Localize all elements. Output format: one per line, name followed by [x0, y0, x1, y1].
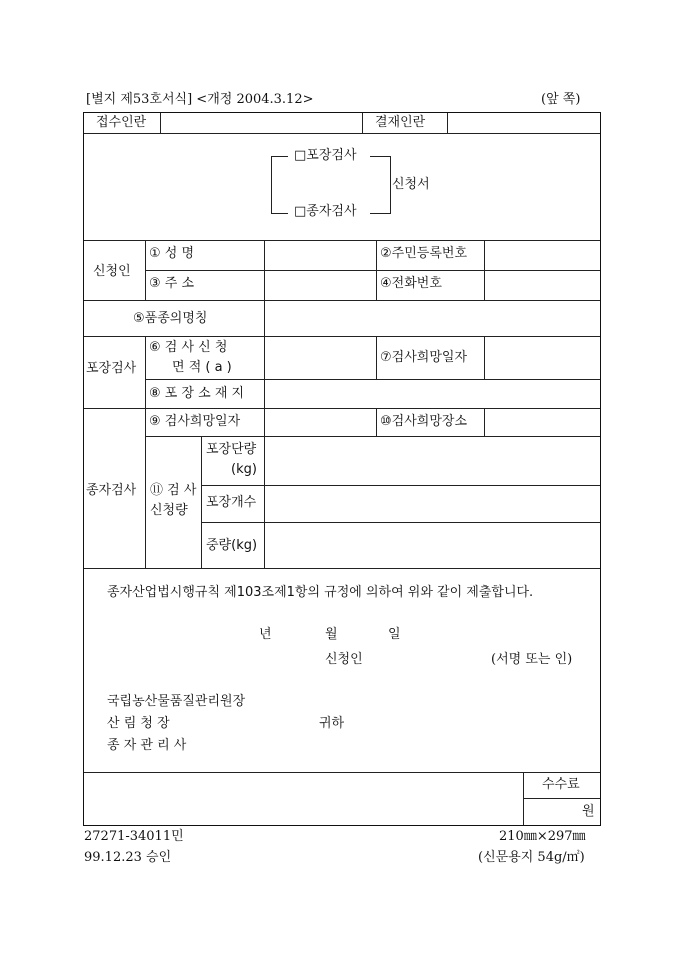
- approval-stamp-label: 결재인란: [375, 115, 426, 130]
- date-day-label: 일: [388, 627, 401, 642]
- form-identifier: [별지 제53호서식] <개정 2004.3.12>: [86, 92, 314, 107]
- date-year-label: 년: [259, 627, 272, 642]
- fee-label: 수수료: [542, 777, 580, 792]
- fee-unit: 원: [582, 804, 595, 819]
- declaration-statement: 종자산업법시행규칙 제103조제1항의 규정에 의하여 위와 같이 제출합니다.: [107, 585, 534, 600]
- amount-label-line1: ⑪ 검 사: [150, 483, 197, 498]
- seed-date-label: ⑨ 검사희망일자: [149, 414, 241, 429]
- receipt-stamp-label: 접수인란: [96, 115, 147, 130]
- seed-inspection-checkbox[interactable]: □종자검사: [294, 204, 357, 219]
- form-title-suffix: 신청서: [392, 177, 430, 192]
- packing-section-label: 포장검사: [86, 361, 137, 376]
- name-label: ① 성 명: [149, 246, 195, 261]
- paper-type: (신문용지 54g/㎡): [478, 850, 585, 865]
- page-side-label: (앞 쪽): [541, 92, 581, 107]
- approval-date: 99.12.23 승인: [84, 850, 172, 865]
- unit-weight-label-line1: 포장단량: [206, 442, 257, 457]
- date-month-label: 월: [325, 627, 338, 642]
- packing-inspection-checkbox[interactable]: □포장검사: [294, 148, 357, 163]
- variety-name-label: ⑤품종의명칭: [133, 311, 208, 326]
- phone-label: ④전화번호: [380, 276, 442, 291]
- signature-or-seal: (서명 또는 인): [491, 652, 573, 667]
- address-label: ③ 주 소: [149, 276, 195, 291]
- area-label-line2: 면 적 ( a ): [172, 360, 232, 375]
- addressee-1: 국립농산물품질관리원장: [107, 694, 246, 709]
- paper-size: 210㎜×297㎜: [499, 829, 586, 844]
- honorific: 귀하: [319, 716, 345, 731]
- area-label-line1: ⑥ 검 사 신 청: [149, 340, 228, 355]
- weight-label: 중량(kg): [206, 538, 258, 553]
- packing-location-label: ⑧ 포 장 소 재 지: [149, 386, 245, 401]
- resident-id-label: ②주민등록번호: [380, 246, 468, 261]
- addressee-3: 종 자 관 리 사: [107, 738, 187, 753]
- package-count-label: 포장개수: [206, 495, 257, 510]
- packing-date-label: ⑦검사희망일자: [380, 350, 468, 365]
- unit-weight-label-line2: (kg): [231, 462, 257, 477]
- applicant-signature-label: 신청인: [325, 652, 363, 667]
- seed-section-label: 종자검사: [86, 483, 137, 498]
- applicant-section-label: 신청인: [93, 264, 131, 279]
- form-number: 27271-34011민: [84, 829, 184, 844]
- amount-label-line2: 신청량: [150, 503, 188, 518]
- seed-place-label: ⑩검사희망장소: [380, 414, 468, 429]
- addressee-2: 산 림 청 장: [107, 716, 170, 731]
